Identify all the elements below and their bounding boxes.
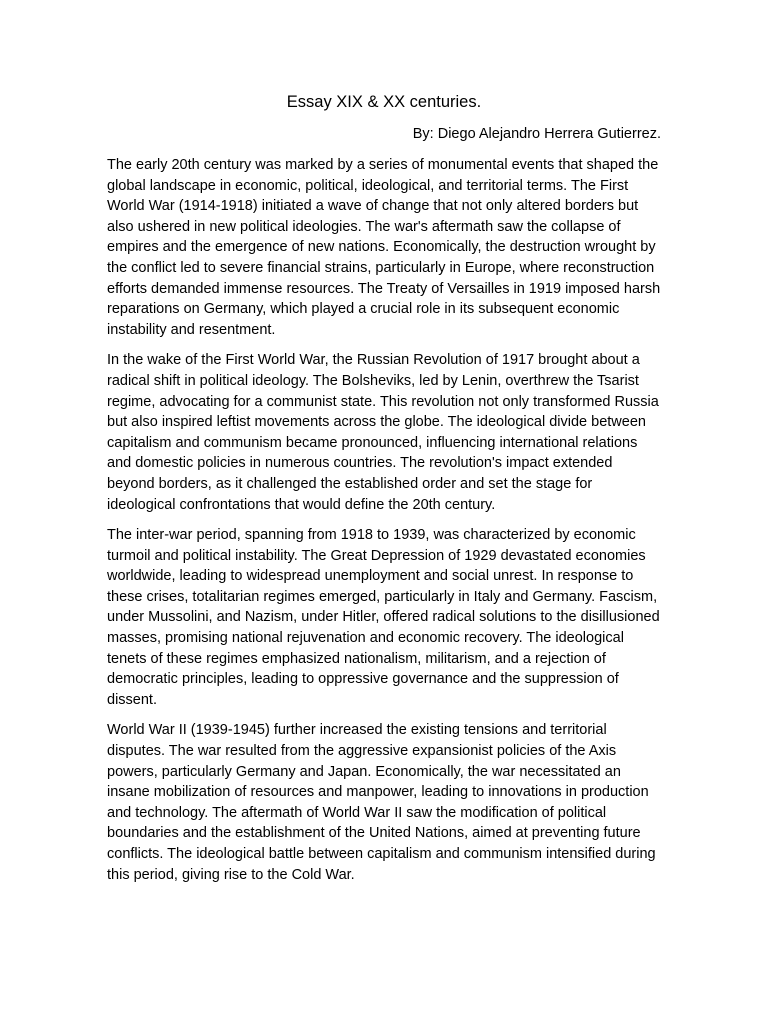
paragraph: World War II (1939-1945) further increased the existing tensions and territorial disputes. The war resulted from the aggressive expansionist policies of the Axis powers, particularly Germany and Japan. Economically, the war necessitated an insane mobilization of resources and manpower, leading to innovations in production and technology. The aftermath of World War II saw the modification of political boundaries and the establishment of the United Nations, aimed at preventing future conflicts. The ideological battle between capitalism and communism intensified during this period, giving rise to the Cold War.: [107, 722, 656, 883]
paragraph: In the wake of the First World War, the Russian Revolution of 1917 brought about a radical shift in political ideology. The Bolsheviks, led by Lenin, overthrew the Tsarist regime, advocating for a communist state. This revolution not only transformed Russia but also inspired leftist movements across the globe. The ideological divide between capitalism and communism became pronounced, influencing international relations and domestic policies in numerous countries. The revolution's impact extended beyond borders, as it challenged the established order and set the stage for ideological confrontations that would define the 20th century.: [107, 352, 659, 513]
paragraph: The inter-war period, spanning from 1918 to 1939, was characterized by economic turmoil and political instability. The Great Depression of 1929 devastated economies worldwide, leading to widespread unemployment and social unrest. In response to these crises, totalitarian regimes emerged, particularly in Italy and Germany. Fascism, under Mussolini, and Nazism, under Hitler, offered radical solutions to the disillusioned masses, promising national rejuvenation and economic recovery. The ideological tenets of these regimes emphasized nationalism, militarism, and a rejection of democratic principles, leading to oppressive governance and the suppression of dissent.: [107, 527, 660, 708]
document-author: By: Diego Alejandro Herrera Gutierrez.: [412, 126, 661, 142]
document-title: Essay XIX & XX centuries.: [286, 93, 482, 111]
document-body: [107, 155, 663, 895]
paragraph: The early 20th century was marked by a series of monumental events that shaped the global landscape in economic, political, ideological, and territorial terms. The First World War (1914-1918) initiated a wave of change that not only altered borders but also ushered in new political ideologies. The war's aftermath saw the collapse of empires and the emergence of new nations. Economically, the destruction wrought by the conflict led to severe financial strains, particularly in Europe, where reconstruction efforts demanded immense resources. The Treaty of Versailles in 1919 imposed harsh reparations on Germany, which played a crucial role in its subsequent economic instability and resentment.: [107, 157, 661, 338]
